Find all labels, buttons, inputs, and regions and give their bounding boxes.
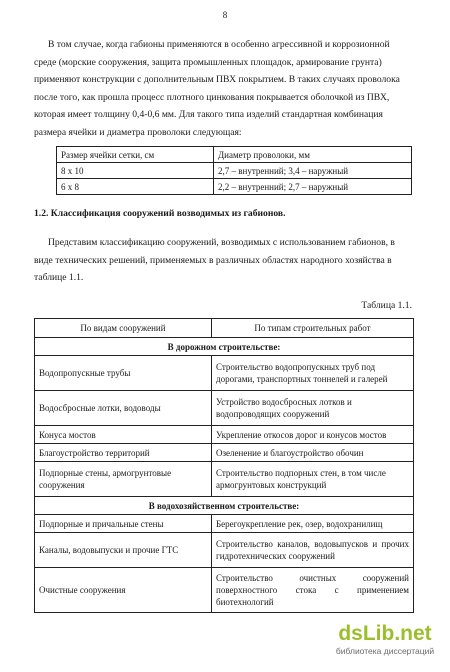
table-header-cell: По типам строительных работ	[212, 319, 414, 338]
table-cell: Водопропускные трубы	[35, 356, 212, 391]
table-header-row	[35, 319, 414, 338]
table-cell: Подпорные стены, армогрунтовые сооружения	[35, 462, 212, 497]
section-title: 1.2. Классификация сооружений возводимых из габионов.	[34, 208, 286, 219]
paragraph-line: применяют конструкции с дополнительным ПВХ покрытием. В таких случаях проволока	[34, 74, 400, 86]
table-row	[35, 462, 414, 497]
paragraph-line: В том случае, когда габионы применяются в особенно агрессивной и коррозионной	[48, 39, 390, 50]
page-number: 8	[222, 10, 228, 20]
table-row	[57, 163, 412, 179]
table-cell: 2,2 – внутренний; 2,7 – наружный	[214, 179, 412, 195]
watermark-logo-text: dsLib.net	[338, 622, 432, 645]
table-cell: Строительство водопропускных труб под дорогами, транспортных тоннелей и галерей	[212, 356, 414, 391]
table-cell: 6 х 8	[57, 179, 214, 195]
table-header-row	[57, 147, 412, 163]
table-cell: Конуса мостов	[35, 426, 212, 444]
paragraph-line: виде технических решений, применяемых в различных областях народного хозяйства в	[34, 254, 392, 266]
table-cell: Берегоукрепление рек, озер, водохранилищ	[212, 515, 414, 533]
paragraph-line: после того, как прошла процесс плотного цинкования покрывается оболочкой из ПВХ,	[34, 91, 390, 103]
paragraph-line: таблице 1.1.	[34, 272, 84, 284]
table-section-title: В дорожном строительстве:	[35, 338, 414, 356]
table-row	[35, 391, 414, 426]
paragraph-2	[34, 234, 416, 287]
table-row	[35, 568, 414, 613]
table-cell: 2,7 – внутренний; 3,4 – наружный	[214, 163, 412, 179]
table-cell: Устройство водосбросных лотков и водопроводящих сооружений	[212, 391, 414, 426]
table-cell: Благоустройство территорий	[35, 444, 212, 462]
table-cell: Строительство очистных сооружений поверхностного стока с применением биотехнологий	[212, 568, 414, 613]
watermark-logo	[330, 622, 440, 657]
table-cell: Укрепление откосов дорог и конусов мостов	[212, 426, 414, 444]
table-row	[35, 444, 414, 462]
watermark-subtitle: библиотека диссертаций	[335, 646, 435, 656]
table-cell: Каналы, водовыпуски и прочие ГТС	[35, 533, 212, 568]
table-cell: Водосбросные лотки, водоводы	[35, 391, 212, 426]
table-row	[35, 515, 414, 533]
table-section-row	[35, 338, 414, 356]
paragraph-line: которая имеет толщину 0,4-0,6 мм. Для такого типа изделий стандартная комбинация	[34, 109, 383, 121]
paragraph-line: среде (морские сооружения, защита промышленных площадок, армирование грунта)	[34, 56, 382, 68]
table-cell: Очистные сооружения	[35, 568, 212, 613]
paragraph-1	[34, 36, 416, 142]
table-cell: Подпорные и причальные стены	[35, 515, 212, 533]
classification-table	[34, 318, 414, 613]
table-cell: Озеленение и благоустройство обочин	[212, 444, 414, 462]
table-caption: Таблица 1.1.	[361, 300, 412, 311]
table-header-cell: Размер ячейки сетки, см	[57, 147, 214, 163]
table-header-cell: Диаметр проволоки, мм	[214, 147, 412, 163]
table-section-row	[35, 497, 414, 515]
table-cell: 8 х 10	[57, 163, 214, 179]
table-row	[57, 179, 412, 195]
table-cell: Строительство подпорных стен, в том числе армогрунтовых конструкций	[212, 462, 414, 497]
paragraph-line: Представим классификацию сооружений, возводимых с использованием габионов, в	[48, 237, 395, 248]
wire-size-table	[56, 146, 412, 195]
table-cell: Строительство каналов, водовыпусков и прочих гидротехнических сооружений	[212, 533, 414, 568]
table-section-title: В водохозяйственном строительстве:	[35, 497, 414, 515]
paragraph-line: размера ячейки и диаметра проволоки следующая:	[34, 126, 242, 138]
table-row	[35, 426, 414, 444]
table-row	[35, 356, 414, 391]
table-header-cell: По видам сооружений	[35, 319, 212, 338]
table-row	[35, 533, 414, 568]
